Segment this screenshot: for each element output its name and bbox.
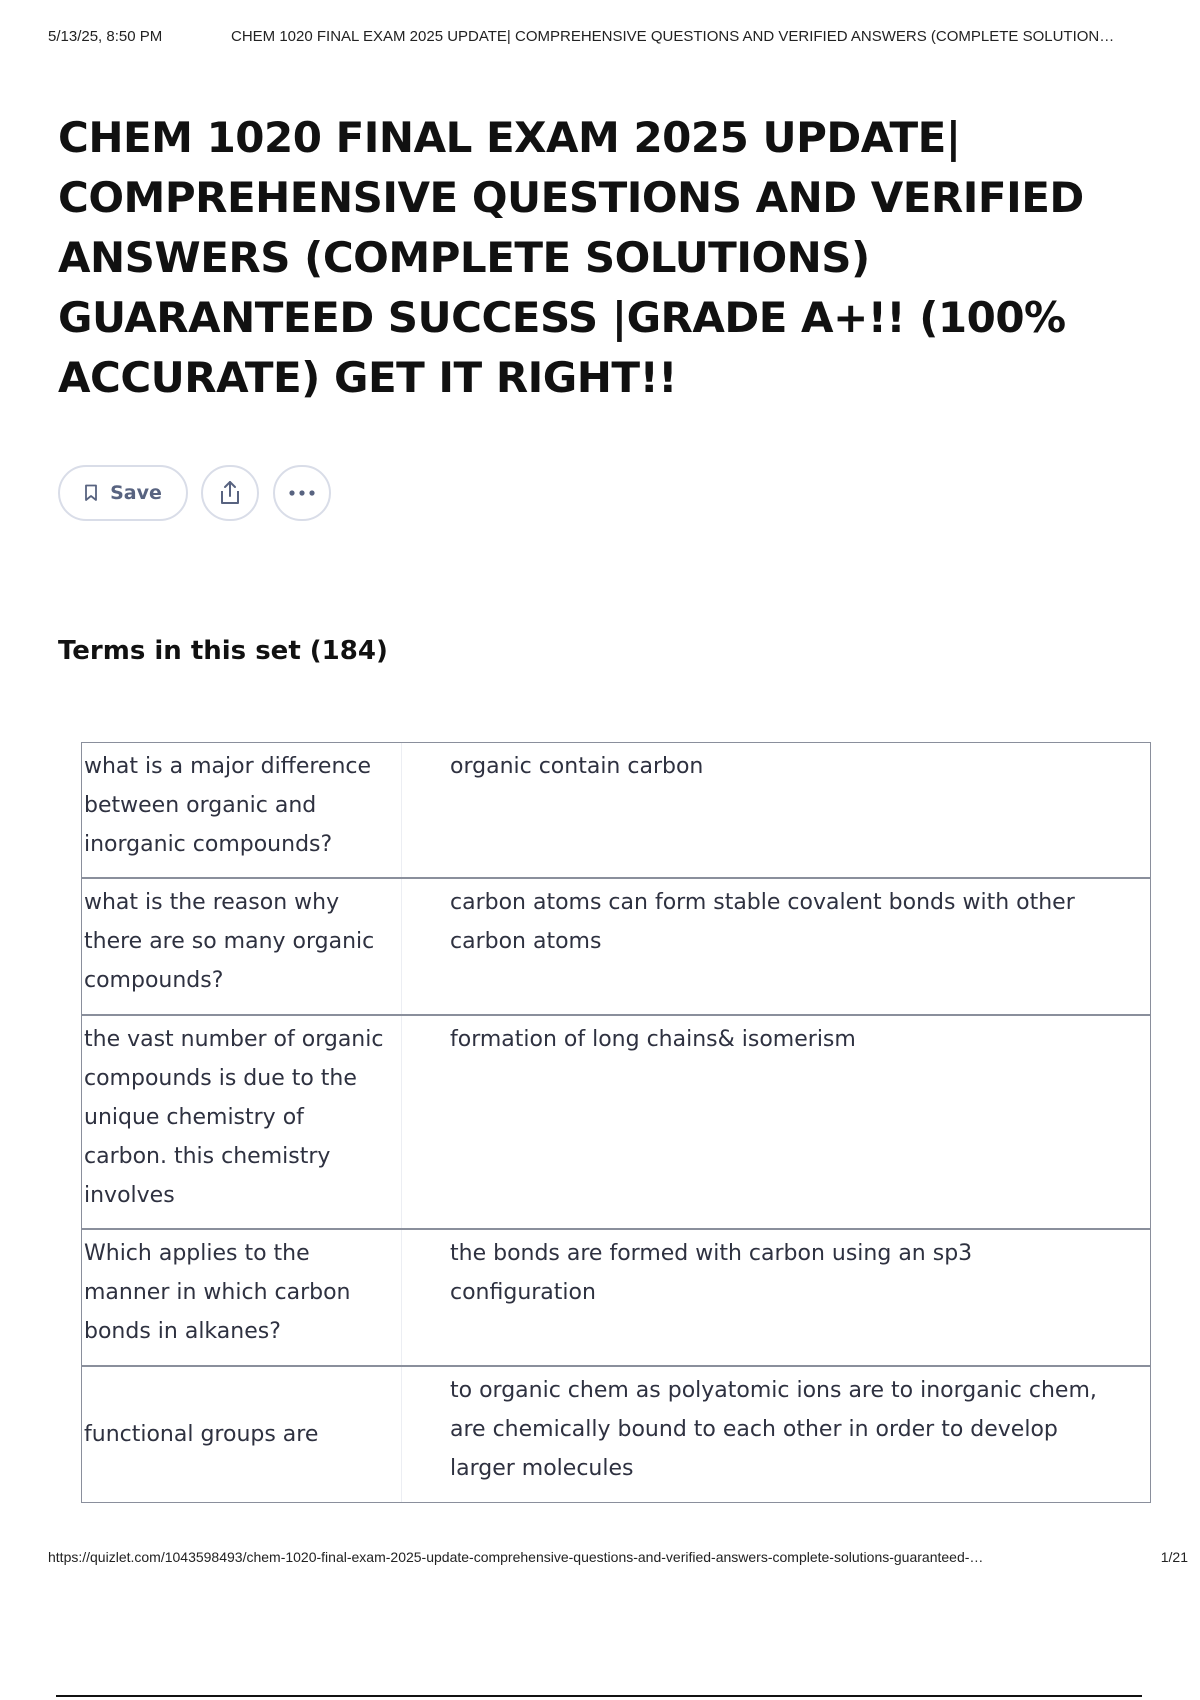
definition-text: organic contain carbon [450,754,704,779]
term-row [82,1016,1150,1230]
more-horizontal-icon [288,489,316,497]
save-button[interactable] [58,465,188,521]
bookmark-icon [84,484,98,502]
save-button-label: Save [110,482,162,504]
share-button[interactable] [201,465,259,521]
share-icon [218,480,242,506]
print-url: https://quizlet.com/1043598493/chem-1020-final-exam-2025-update-comprehensive-questions-and-verified-answers-complete-solutions-guaranteed-… [48,1549,984,1565]
definition-text: to organic chem as polyatomic ions are to inorganic chem, are chemically bound to each other in order to develop larger molecules [450,1378,1097,1481]
term-text: Which applies to the manner in which carbon bonds in alkanes? [82,1230,402,1365]
definition-text: carbon atoms can form stable covalent bonds with other carbon atoms [450,890,1075,954]
term-row [82,743,1150,879]
print-doc-title: CHEM 1020 FINAL EXAM 2025 UPDATE| COMPREHENSIVE QUESTIONS AND VERIFIED ANSWERS (COMPLETE SOLUTION… [231,28,1115,45]
print-datetime: 5/13/25, 8:50 PM [48,28,163,45]
term-row [82,1230,1150,1367]
page-number: 1/21 [1160,1549,1188,1565]
terms-table [81,742,1151,1503]
terms-heading: Terms in this set (184) [58,636,388,666]
term-text: what is the reason why there are so many organic compounds? [82,879,402,1014]
definition-text: the bonds are formed with carbon using an sp3 configuration [450,1241,973,1305]
definition-text: formation of long chains& isomerism [450,1027,856,1052]
term-text: the vast number of organic compounds is due to the unique chemistry of carbon. this chemistry involves [82,1016,402,1228]
term-row [82,1367,1150,1502]
set-title: CHEM 1020 FINAL EXAM 2025 UPDATE| COMPREHENSIVE QUESTIONS AND VERIFIED ANSWERS (COMPLETE SOLUTIONS) GUARANTEED SUCCESS |GRADE A+!! (100% ACCURATE) GET IT RIGHT!! [58,113,1084,402]
term-text: functional groups are [82,1367,402,1502]
term-row [82,879,1150,1016]
term-text: what is a major difference between organic and inorganic compounds? [82,743,402,877]
divider [56,1695,1142,1697]
more-options-button[interactable] [273,465,331,521]
